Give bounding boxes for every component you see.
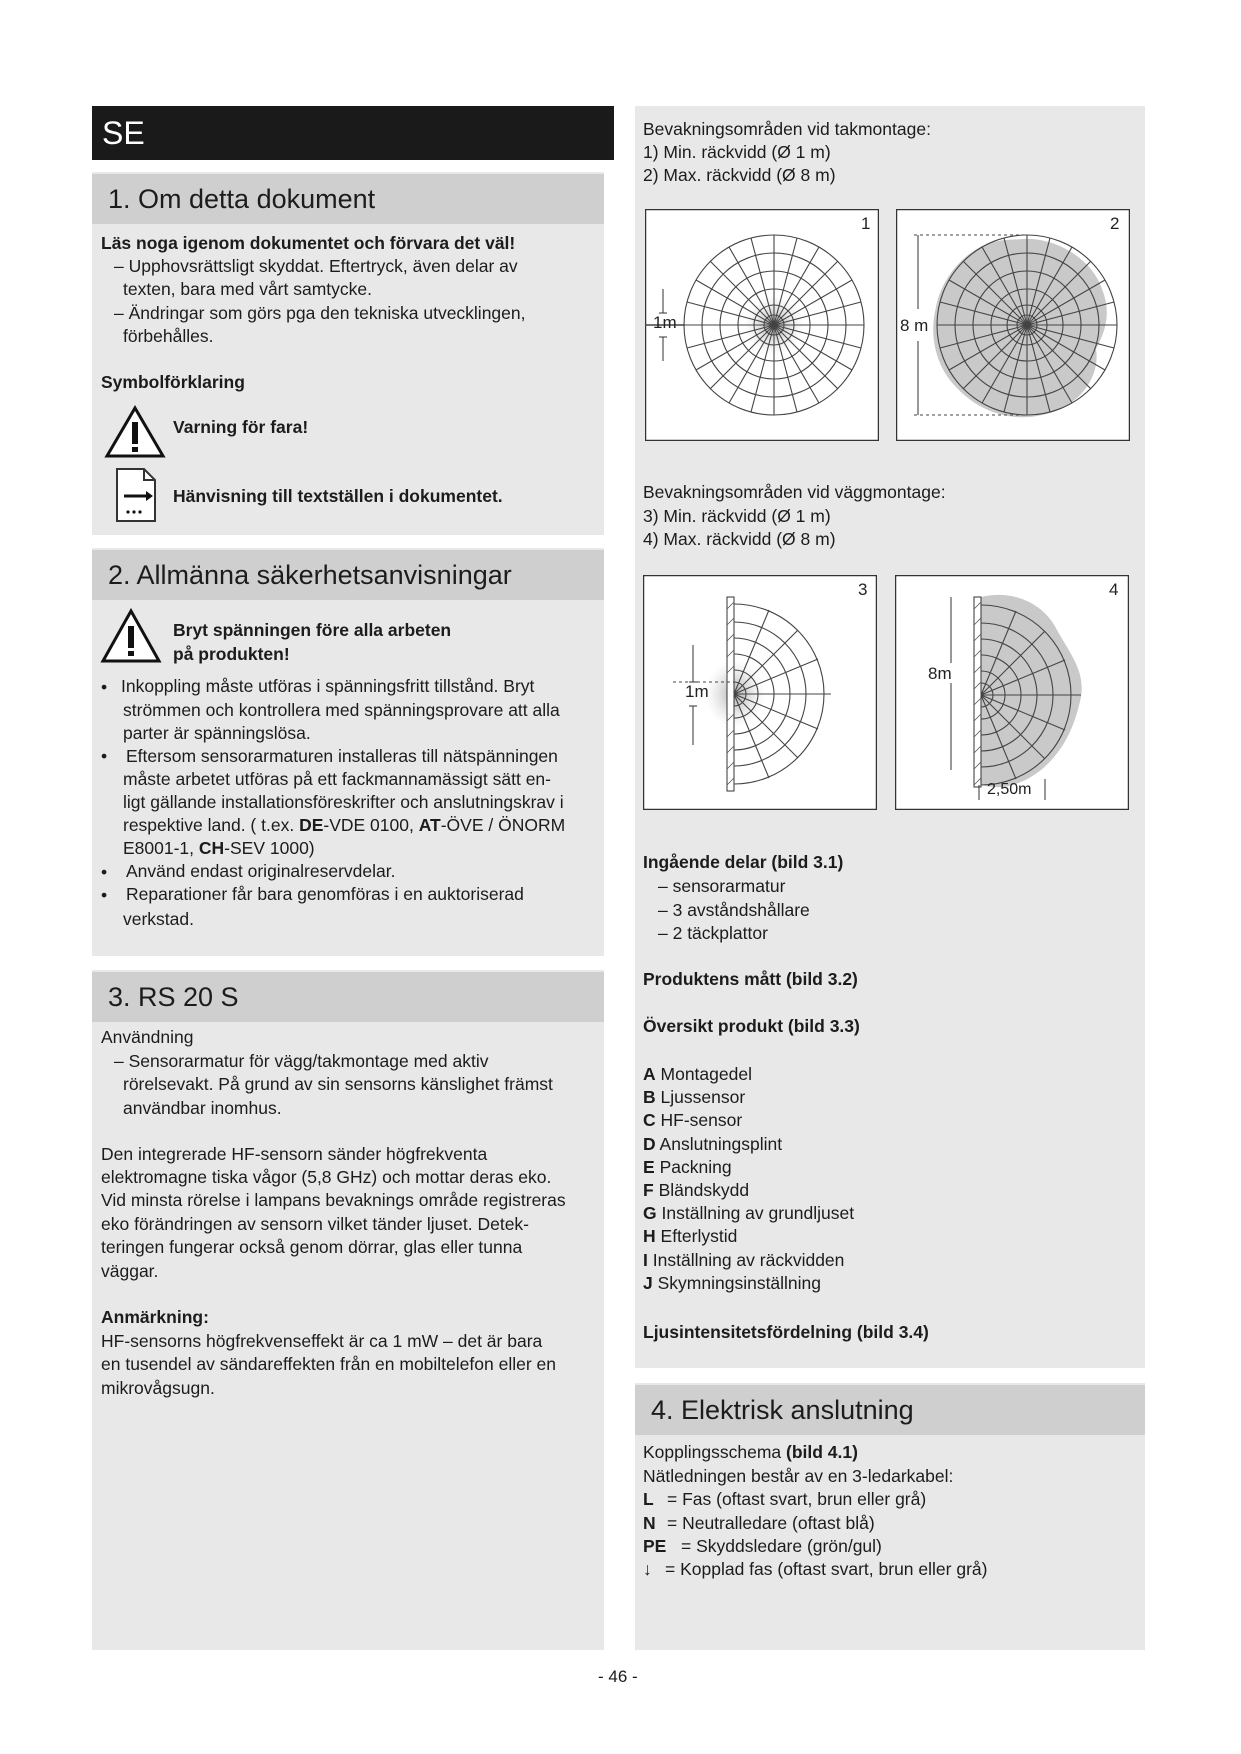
- overview-heading: Översikt produkt (bild 3.3): [643, 1016, 860, 1036]
- page-number: - 46 -: [598, 1667, 638, 1686]
- s2-b1b: strömmen och kontrollera med spänningsprovare att alla: [123, 700, 560, 720]
- section-1-panel: [92, 172, 604, 535]
- s1-line3: – Ändringar som görs pga den tekniska utvecklingen,: [114, 303, 526, 323]
- conductor-value: = Fas (oftast svart, brun eller grå): [667, 1489, 927, 1509]
- s2-b1c: parter är spänningslösa.: [123, 723, 311, 743]
- warning-label: Varning för fara!: [173, 417, 309, 437]
- fig2-range-label: 8 m: [900, 316, 929, 335]
- s3-p5: teringen fungerar också genom dörrar, glas eller tunna: [101, 1237, 523, 1257]
- symbol-heading: Symbolförklaring: [101, 372, 245, 392]
- conductor-row: [643, 1535, 882, 1558]
- wiring-pre: Kopplingsschema: [643, 1442, 786, 1462]
- section-2-title: 2. Allmänna säkerhetsanvisningar: [92, 550, 604, 600]
- conductor-value: = Skyddsledare (grön/gul): [681, 1536, 882, 1556]
- s2-b1a: Inkoppling måste utföras i spänningsfritt tillstånd. Bryt: [121, 676, 535, 696]
- danger-triangle-icon: [100, 608, 162, 664]
- conductor-key: PE: [643, 1536, 667, 1556]
- conductor-value: = Neutralledare (oftast blå): [667, 1513, 875, 1533]
- s2-b2d-mid: -VDE 0100,: [323, 815, 419, 835]
- overview-item: [643, 1109, 742, 1132]
- overview-item: [643, 1249, 844, 1272]
- reference-label: Hänvisning till textställen i dokumentet.: [173, 486, 503, 506]
- wall-title: Bevakningsområden vid väggmontage:: [643, 482, 946, 502]
- fig1-number: 1: [861, 214, 871, 233]
- s3-u2: rörelsevakt. På grund av sin sensorns känslighet främst: [123, 1074, 553, 1094]
- bullet-1-dot: •: [101, 677, 108, 697]
- section-3-title: 3. RS 20 S: [92, 972, 604, 1022]
- item-value: Inställning av grundljuset: [661, 1203, 855, 1223]
- dimensions-heading: Produktens mått (bild 3.2): [643, 969, 858, 989]
- overview-item: [643, 1225, 737, 1248]
- s2-b2e-post: -SEV 1000): [224, 838, 315, 858]
- item-key: I: [643, 1250, 648, 1270]
- language-code: SE: [102, 115, 145, 151]
- item-value: Efterlystid: [660, 1226, 738, 1246]
- s3-u3: användbar inomhus.: [123, 1098, 282, 1118]
- light-distribution-heading: Ljusintensitetsfördelning (bild 3.4): [643, 1322, 929, 1342]
- usage-heading: Användning: [101, 1027, 194, 1047]
- s3-n3: mikrovågsugn.: [101, 1378, 215, 1398]
- overview-item: [643, 1156, 732, 1179]
- overview-item: [643, 1272, 821, 1295]
- s2-b3: Använd endast originalreservdelar.: [126, 861, 396, 881]
- document-reference-icon: [114, 466, 158, 524]
- s1-lead: Läs noga igenom dokumentet och förvara det väl!: [101, 233, 516, 253]
- item-key: A: [643, 1064, 656, 1084]
- fig3-number: 3: [858, 580, 868, 599]
- country-ch: CH: [198, 838, 225, 858]
- figure-ceiling-max: [896, 209, 1130, 441]
- ceiling-max: 2) Max. räckvidd (Ø 8 m): [643, 165, 836, 185]
- s2-b2d-post: -ÖVE / ÖNORM: [440, 815, 566, 835]
- parts-heading: Ingående delar (bild 3.1): [643, 852, 844, 872]
- conductor-row: [643, 1488, 926, 1511]
- item-value: Montagedel: [660, 1064, 752, 1084]
- s3-p2: elektromagne tiska vågor (5,8 GHz) och mottar deras eko.: [101, 1167, 552, 1187]
- bullet-4-dot: •: [101, 885, 108, 905]
- item-key: B: [643, 1087, 656, 1107]
- s2-b2e-pre: E8001-1,: [123, 838, 199, 858]
- item-key: C: [643, 1110, 656, 1130]
- warning-triangle-icon: [104, 405, 166, 459]
- wiring-ref: (bild 4.1): [786, 1442, 858, 1462]
- item-value: Bländskydd: [658, 1180, 750, 1200]
- s3-n1: HF-sensorns högfrekvenseffekt är ca 1 mW – det är bara: [101, 1331, 543, 1351]
- s1-line2: texten, bara med vårt samtycke.: [123, 279, 372, 299]
- item-value: HF-sensor: [660, 1110, 743, 1130]
- item-value: Ljussensor: [660, 1087, 746, 1107]
- part-1: – sensorarmatur: [658, 876, 786, 896]
- s3-p3: Vid minsta rörelse i lampans bevaknings område registreras: [101, 1190, 566, 1210]
- wall-min: 3) Min. räckvidd (Ø 1 m): [643, 506, 831, 526]
- item-key: F: [643, 1180, 654, 1200]
- s2-b2e: [123, 837, 315, 860]
- item-value: Inställning av räckvidden: [652, 1250, 845, 1270]
- fig4-range-label: 8m: [928, 664, 952, 683]
- s3-p4: eko förändringen av sensorn vilket tänder ljuset. Detek-: [101, 1214, 530, 1234]
- s1-line4: förbehålles.: [123, 326, 214, 346]
- figure-wall-min: [643, 575, 877, 810]
- cable-text: Nätledningen består av en 3-ledarkabel:: [643, 1466, 954, 1486]
- ceiling-title: Bevakningsområden vid takmontage:: [643, 119, 931, 139]
- figure-wall-max: [895, 575, 1129, 810]
- s2-b2d: [123, 814, 565, 837]
- overview-item: [643, 1202, 854, 1225]
- conductor-row: [643, 1558, 987, 1581]
- fig3-range-label: 1m: [685, 682, 709, 701]
- overview-item: [643, 1133, 782, 1156]
- wall-max: 4) Max. räckvidd (Ø 8 m): [643, 529, 836, 549]
- overview-item: [643, 1179, 749, 1202]
- wiring-heading: [643, 1441, 858, 1464]
- part-3: – 2 täckplattor: [658, 923, 768, 943]
- s2-b2d-pre: respektive land. ( t.ex.: [123, 815, 300, 835]
- s3-u1: – Sensorarmatur för vägg/takmontage med aktiv: [114, 1051, 489, 1071]
- bullet-2-dot: •: [101, 746, 108, 766]
- item-key: G: [643, 1203, 657, 1223]
- section-4-title: 4. Elektrisk anslutning: [635, 1385, 1145, 1435]
- item-key: H: [643, 1226, 656, 1246]
- item-key: D: [643, 1134, 656, 1154]
- section-1-title: 1. Om detta dokument: [92, 174, 604, 224]
- danger-line2: på produkten!: [173, 644, 290, 664]
- bullet-3-dot: •: [101, 862, 108, 882]
- fig4-number: 4: [1109, 580, 1119, 599]
- s2-b2c: ligt gällande installationsföreskrifter och anslutningskrav i: [123, 792, 564, 812]
- s2-b2b: måste arbetet utföras på ett fackmannamässigt sätt en-: [123, 769, 551, 789]
- conductor-key: L: [643, 1489, 654, 1509]
- part-2: – 3 avståndshållare: [658, 900, 810, 920]
- overview-item: [643, 1086, 745, 1109]
- danger-line1: Bryt spänningen före alla arbeten: [173, 620, 452, 640]
- language-header: [92, 106, 614, 160]
- switched-phase-icon: ↓: [643, 1559, 652, 1579]
- item-value: Packning: [659, 1157, 732, 1177]
- s3-p1: Den integrerade HF-sensorn sänder högfrekventa: [101, 1144, 488, 1164]
- fig2-number: 2: [1110, 214, 1120, 233]
- s2-b4b: verkstad.: [123, 909, 194, 929]
- item-value: Skymningsinställning: [657, 1273, 822, 1293]
- conductor-row: [643, 1512, 875, 1535]
- s3-p6: väggar.: [101, 1261, 159, 1281]
- overview-item: [643, 1063, 752, 1086]
- note-heading: Anmärkning:: [101, 1307, 209, 1327]
- ceiling-min: 1) Min. räckvidd (Ø 1 m): [643, 142, 831, 162]
- s1-line1: – Upphovsrättsligt skyddat. Eftertryck, även delar av: [114, 256, 518, 276]
- conductor-key: N: [643, 1513, 656, 1533]
- item-value: Anslutningsplint: [659, 1134, 783, 1154]
- country-at: AT: [418, 815, 441, 835]
- s2-b4a: Reparationer får bara genomföras i en auktoriserad: [126, 884, 524, 904]
- country-de: DE: [299, 815, 324, 835]
- conductor-value: = Kopplad fas (oftast svart, brun eller grå): [665, 1559, 988, 1579]
- figure-ceiling-min: [645, 209, 879, 441]
- item-key: E: [643, 1157, 655, 1177]
- fig4-width-label: 2,50m: [987, 781, 1032, 798]
- fig1-range-label: 1m: [653, 313, 677, 332]
- item-key: J: [643, 1273, 653, 1293]
- s3-n2: en tusendel av sändareffekten från en mobiltelefon eller en: [101, 1354, 556, 1374]
- s2-b2a: Eftersom sensorarmaturen installeras till nätspänningen: [126, 746, 558, 766]
